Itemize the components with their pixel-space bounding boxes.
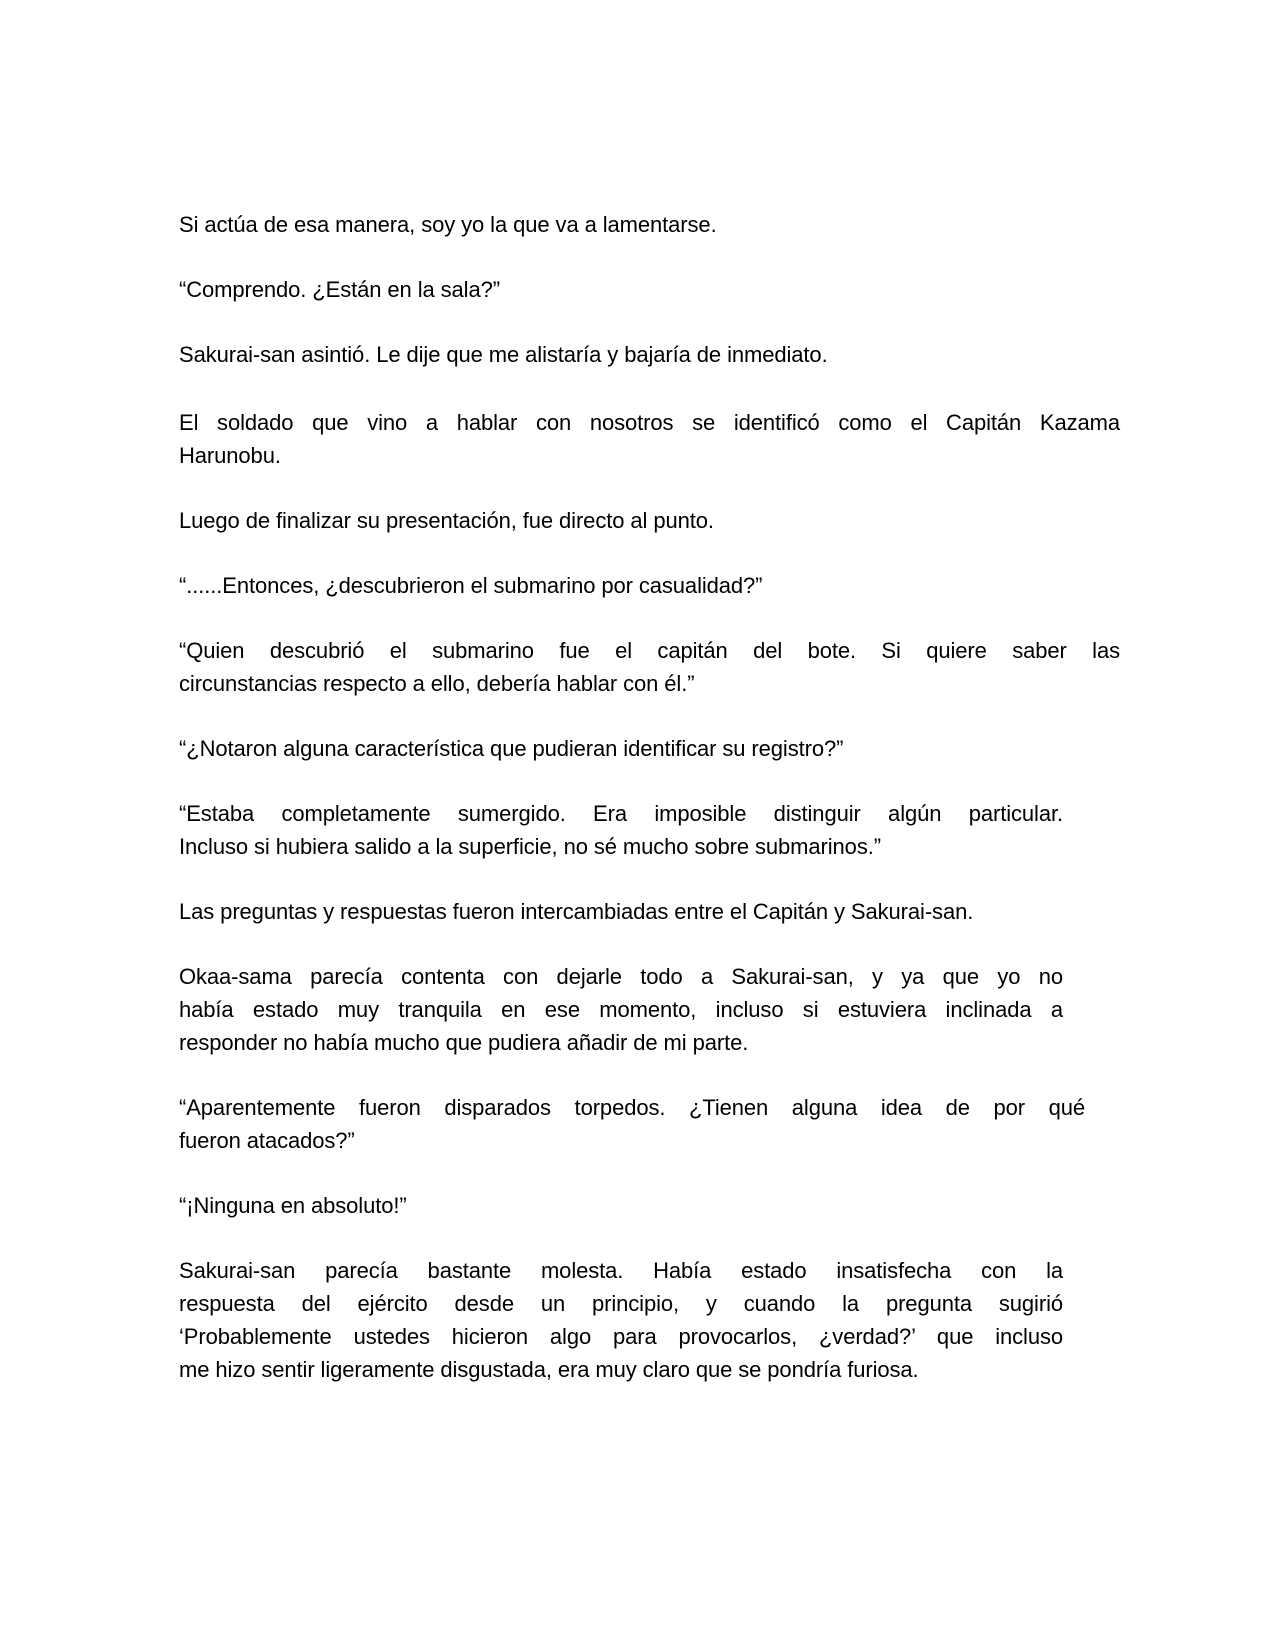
text-line: Incluso si hubiera salido a la superficie, no sé mucho sobre submarinos.” — [179, 834, 881, 859]
text-line: El soldado que vino a hablar con nosotros se identificó como el Capitán Kazama — [179, 410, 1120, 435]
text-line: circunstancias respecto a ello, debería hablar con él.” — [179, 671, 695, 696]
text-line: Harunobu. — [179, 443, 281, 468]
paragraph — [179, 406, 1120, 472]
text-line: había estado muy tranquila en ese momento, incluso si estuviera inclinada a — [179, 997, 1063, 1022]
paragraph — [179, 273, 1120, 306]
paragraph — [179, 895, 1120, 928]
paragraph — [179, 569, 1120, 602]
text-line: “Aparentemente fueron disparados torpedos. ¿Tienen alguna idea de por qué — [179, 1095, 1085, 1120]
text-line: respuesta del ejército desde un principio, y cuando la pregunta sugirió — [179, 1291, 1063, 1316]
paragraph — [179, 1189, 1120, 1222]
text-line: Sakurai-san parecía bastante molesta. Había estado insatisfecha con la — [179, 1258, 1063, 1283]
document-page — [179, 208, 1120, 1418]
text-line: “¿Notaron alguna característica que pudieran identificar su registro?” — [179, 736, 844, 761]
text-line: ‘Probablemente ustedes hicieron algo para provocarlos, ¿verdad?’ que incluso — [179, 1324, 1063, 1349]
text-line: Luego de finalizar su presentación, fue directo al punto. — [179, 508, 714, 533]
text-line: Sakurai-san asintió. Le dije que me alistaría y bajaría de inmediato. — [179, 342, 828, 367]
text-line: “Estaba completamente sumergido. Era imposible distinguir algún particular. — [179, 801, 1063, 826]
paragraph — [179, 1254, 1120, 1386]
text-line: “¡Ninguna en absoluto!” — [179, 1193, 407, 1218]
paragraph — [179, 1091, 1120, 1157]
text-line: Las preguntas y respuestas fueron intercambiadas entre el Capitán y Sakurai-san. — [179, 899, 974, 924]
paragraph — [179, 797, 1120, 863]
paragraph — [179, 634, 1120, 700]
text-line: Si actúa de esa manera, soy yo la que va a lamentarse. — [179, 212, 717, 237]
paragraph — [179, 208, 1120, 241]
paragraph — [179, 338, 1120, 371]
text-line: responder no había mucho que pudiera añadir de mi parte. — [179, 1030, 749, 1055]
text-line: Okaa-sama parecía contenta con dejarle todo a Sakurai-san, y ya que yo no — [179, 964, 1063, 989]
text-line: “Quien descubrió el submarino fue el capitán del bote. Si quiere saber las — [179, 638, 1120, 663]
paragraph — [179, 504, 1120, 537]
text-line: “Comprendo. ¿Están en la sala?” — [179, 277, 500, 302]
text-line: “......Entonces, ¿descubrieron el submarino por casualidad?” — [179, 573, 763, 598]
paragraph — [179, 732, 1120, 765]
text-line: fueron atacados?” — [179, 1128, 355, 1153]
paragraph — [179, 960, 1120, 1059]
text-line: me hizo sentir ligeramente disgustada, era muy claro que se pondría furiosa. — [179, 1357, 919, 1382]
